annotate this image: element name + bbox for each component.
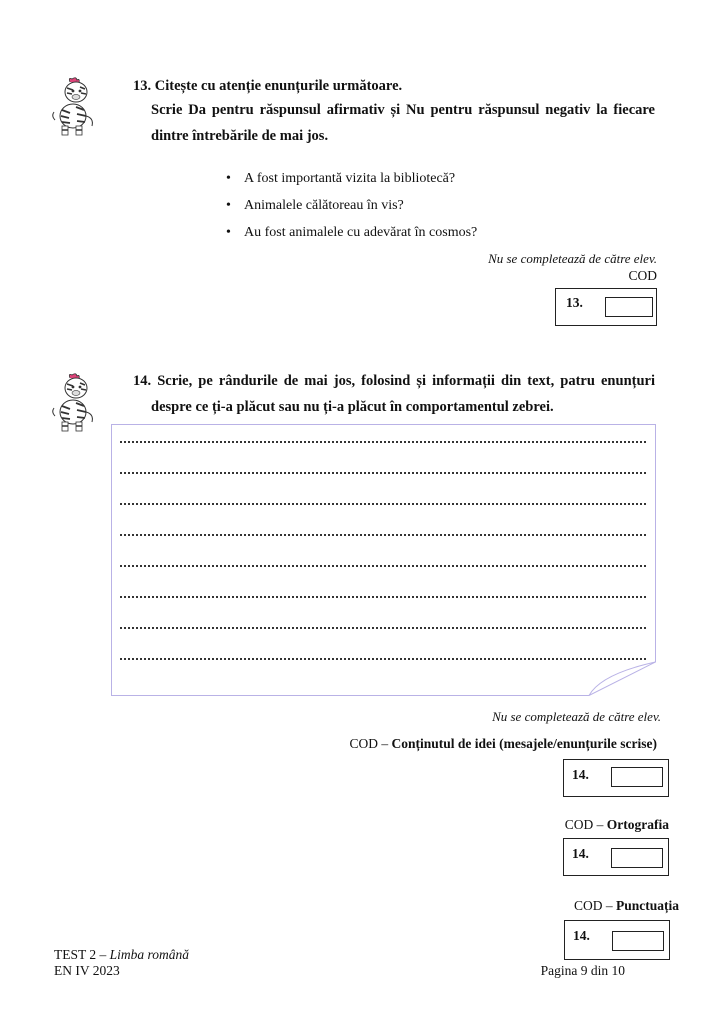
cod-prefix: COD – xyxy=(349,736,392,751)
cod-number: 14. xyxy=(572,846,589,861)
footer-exam: EN IV 2023 xyxy=(54,963,120,978)
question-13-items xyxy=(226,170,477,251)
bullet-icon: • xyxy=(226,225,231,240)
question-14-text-line1: 14. Scrie, pe rândurile de mai jos, folosind și informații din text, patru enunțuri xyxy=(133,373,655,389)
cod-box-punctuation xyxy=(564,920,670,960)
zebra-icon xyxy=(50,76,98,138)
cod-label-punctuation xyxy=(574,898,679,914)
cod-label: COD xyxy=(628,268,657,283)
item-text: Au fost animalele cu adevărat în cosmos? xyxy=(244,225,478,240)
cod-box-13 xyxy=(555,288,657,326)
answer-line[interactable] xyxy=(120,441,646,443)
list-item xyxy=(226,224,477,251)
footer-test: TEST 2 – Limba română xyxy=(54,947,190,962)
cod-number: 14. xyxy=(573,928,590,943)
score-field[interactable] xyxy=(605,297,653,317)
cod-prefix: COD – xyxy=(564,817,607,832)
answer-line[interactable] xyxy=(120,658,646,660)
footer-left xyxy=(54,947,189,979)
bullet-icon: • xyxy=(226,171,231,186)
teacher-note: Nu se completează de către elev. xyxy=(492,709,661,724)
cod-section-title: Punctuația xyxy=(615,898,679,913)
cod-box-spelling xyxy=(563,838,669,876)
cod-label-spelling xyxy=(565,817,669,833)
question-14-text-line2: despre ce ți-a plăcut sau nu ți-a plăcut în comportamentul zebrei. xyxy=(151,399,554,415)
score-field[interactable] xyxy=(611,848,663,868)
item-text: Animalele călătoreau în vis? xyxy=(244,198,404,213)
cod-section-title: Ortografia xyxy=(606,817,669,832)
score-field[interactable] xyxy=(612,931,664,951)
cod-prefix: COD – xyxy=(573,898,616,913)
cod-number: 14. xyxy=(572,767,589,782)
answer-line[interactable] xyxy=(120,596,646,598)
cod-box-content xyxy=(563,759,669,797)
answer-area[interactable] xyxy=(111,424,656,696)
answer-line[interactable] xyxy=(120,503,646,505)
list-item xyxy=(226,170,477,197)
list-item xyxy=(226,197,477,224)
cod-label-content xyxy=(350,736,658,752)
bullet-icon: • xyxy=(226,198,231,213)
question-13-title: 13. Citește cu atenție enunțurile următoare. xyxy=(133,78,403,94)
answer-line[interactable] xyxy=(120,565,646,567)
answer-line[interactable] xyxy=(120,534,646,536)
answer-line[interactable] xyxy=(120,472,646,474)
footer-page-number: Pagina 9 din 10 xyxy=(540,963,625,978)
answer-line[interactable] xyxy=(120,627,646,629)
score-field[interactable] xyxy=(611,767,663,787)
zebra-icon xyxy=(50,372,98,434)
cod-section-title: Conținutul de idei (mesajele/enunțurile scrise) xyxy=(391,736,657,751)
teacher-note: Nu se completează de către elev. xyxy=(488,251,657,266)
question-13-instruction: Scrie Da pentru răspunsul afirmativ și Nu pentru răspunsul negativ la fiecare dintre întrebările de mai jos. xyxy=(151,102,655,144)
cod-number: 13. xyxy=(566,295,583,310)
item-text: A fost importantă vizita la bibliotecă? xyxy=(244,171,456,186)
footer-subject: Limba română xyxy=(109,947,190,962)
answer-border xyxy=(111,424,656,696)
